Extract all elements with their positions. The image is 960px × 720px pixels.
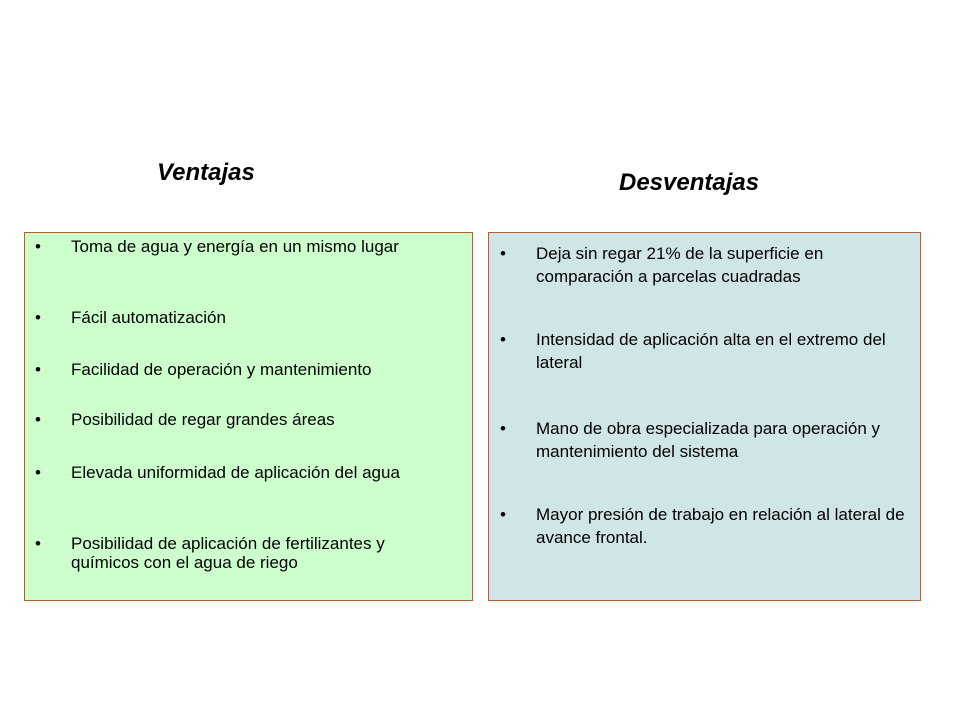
bullet-icon: • [35,534,41,553]
advantage-item [35,410,451,429]
advantage-item [35,308,451,327]
advantages-heading: Ventajas [157,159,255,186]
advantage-item-text: Elevada uniformidad de aplicación del agua [71,463,400,482]
advantage-item [35,237,451,256]
advantages-box [24,232,473,601]
bullet-icon: • [500,419,506,438]
bullet-icon: • [35,360,41,379]
disadvantages-heading: Desventajas [619,169,760,196]
bullet-icon: • [35,237,41,256]
advantage-item [35,463,451,482]
bullet-icon: • [35,308,41,327]
disadvantage-item-text: Deja sin regar 21% de la superficie en comparación a parcelas cuadradas [536,244,824,286]
bullet-icon: • [500,244,506,263]
advantage-item [35,360,451,379]
advantage-item [35,534,451,572]
bullet-icon: • [500,330,506,349]
disadvantage-item [500,503,911,549]
advantage-item-text: Posibilidad de aplicación de fertilizantes y químicos con el agua de riego [71,534,385,572]
disadvantage-item-text: Mano de obra especializada para operación y mantenimiento del sistema [536,419,881,461]
advantage-item-text: Posibilidad de regar grandes áreas [71,410,335,429]
bullet-icon: • [35,463,41,482]
disadvantage-item [500,417,911,463]
disadvantage-item [500,328,911,374]
disadvantages-box [488,232,921,601]
disadvantage-item-text: Intensidad de aplicación alta en el extremo del lateral [536,330,886,372]
advantage-item-text: Fácil automatización [71,308,226,327]
disadvantage-item [500,242,911,288]
bullet-icon: • [35,410,41,429]
advantage-item-text: Toma de agua y energía en un mismo lugar [71,237,399,256]
disadvantage-item-text: Mayor presión de trabajo en relación al lateral de avance frontal. [536,505,905,547]
advantage-item-text: Facilidad de operación y mantenimiento [71,360,372,379]
bullet-icon: • [500,505,506,524]
